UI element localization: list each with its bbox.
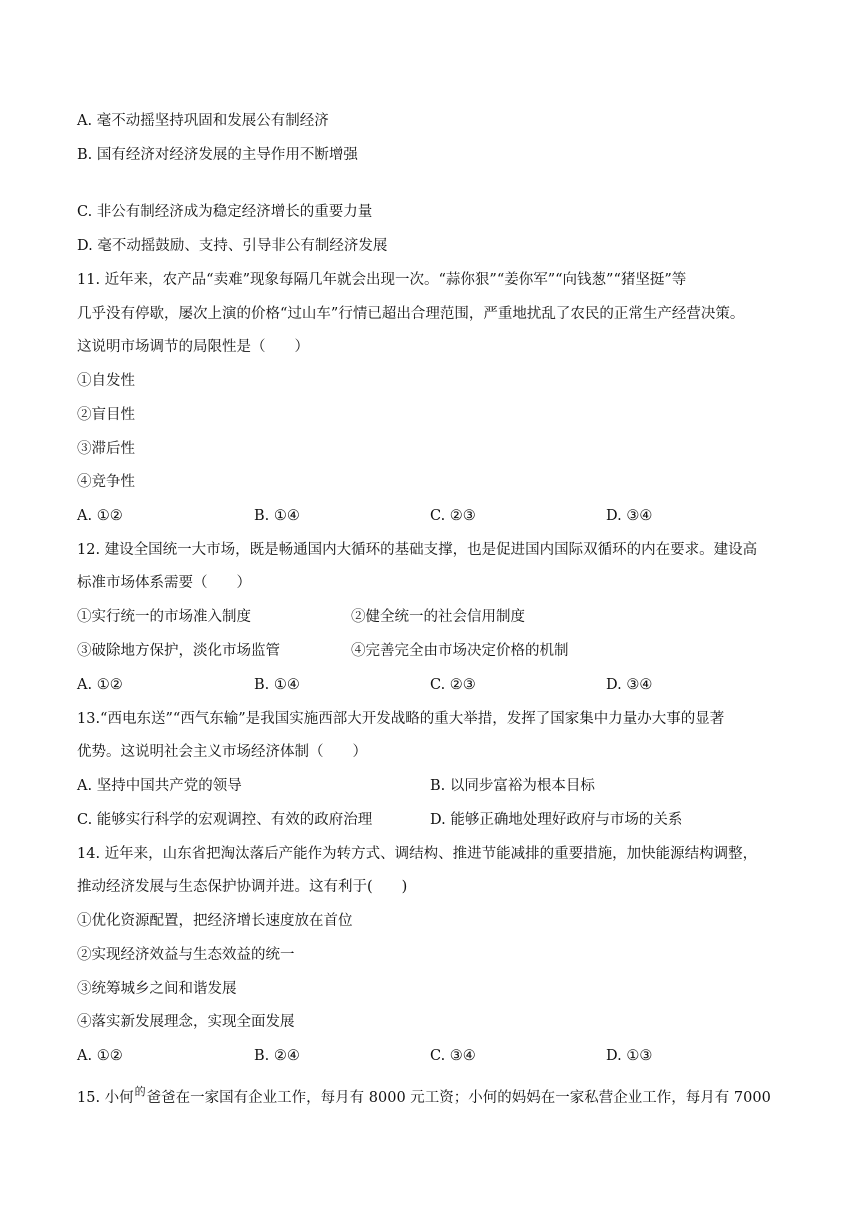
q12-option-b: B. ①④ bbox=[254, 677, 300, 693]
q14-stem-line-2: 推动经济发展与生态保护协调并进。这有利于( ) bbox=[77, 879, 408, 895]
q11-option-d: D. ③④ bbox=[606, 508, 653, 524]
q12-option-d: D. ③④ bbox=[606, 677, 653, 693]
q13-option-a: A. 坚持中国共产党的领导 bbox=[77, 778, 242, 794]
q13-option-c: C. 能够实行科学的宏观调控、有效的政府治理 bbox=[77, 812, 373, 828]
q14-item-3: ③统筹城乡之间和谐发展 bbox=[77, 981, 237, 997]
q11-item-4: ④竞争性 bbox=[77, 474, 135, 490]
q10-option-b: B. 国有经济对经济发展的主导作用不断增强 bbox=[77, 147, 358, 163]
q14-option-a: A. ①② bbox=[77, 1048, 123, 1064]
q12-option-a: A. ①② bbox=[77, 677, 123, 693]
q12-option-c: C. ②③ bbox=[430, 677, 476, 693]
q15-stem-part-1: 15. 小何 bbox=[77, 1090, 134, 1106]
q15-stem-superscript: 的 bbox=[134, 1085, 146, 1098]
q14-option-c: C. ③④ bbox=[430, 1048, 476, 1064]
q11-item-3: ③滞后性 bbox=[77, 441, 135, 457]
q13-option-b: B. 以同步富裕为根本目标 bbox=[430, 778, 595, 794]
q14-option-b: B. ②④ bbox=[254, 1048, 300, 1064]
q11-item-2: ②盲目性 bbox=[77, 407, 135, 423]
q15-stem-part-2: 爸爸在一家国有企业工作，每月有 8000 元工资；小何的妈妈在一家私营企业工作，每月有 7000 bbox=[146, 1090, 771, 1106]
q12-item-2: ②健全统一的社会信用制度 bbox=[351, 609, 525, 625]
q11-item-1: ①自发性 bbox=[77, 373, 135, 389]
q11-stem-line-1: 11. 近年来，农产品“卖难”现象每隔几年就会出现一次。“蒜你狠”“姜你军”“向钱葱”“猪坚挺”等 bbox=[77, 272, 687, 288]
q10-option-c: C. 非公有制经济成为稳定经济增长的重要力量 bbox=[77, 204, 373, 220]
q12-item-1: ①实行统一的市场准入制度 bbox=[77, 609, 251, 625]
q12-stem-line-1: 12. 建设全国统一大市场，既是畅通国内大循环的基础支撑，也是促进国内国际双循环的内在要求。建设高 bbox=[77, 542, 758, 558]
q13-option-d: D. 能够正确地处理好政府与市场的关系 bbox=[430, 812, 683, 828]
q11-stem-line-3: 这说明市场调节的局限性是（ ） bbox=[77, 339, 309, 355]
q13-stem-line-1: 13.“西电东送”“西气东输”是我国实施西部大开发战略的重大举措，发挥了国家集中力量办大事的显著 bbox=[77, 711, 725, 727]
q12-item-3: ③破除地方保护，淡化市场监管 bbox=[77, 643, 280, 659]
q14-stem-line-1: 14. 近年来，山东省把淘汰落后产能作为转方式、调结构、推进节能减排的重要措施，加快能源结构调整， bbox=[77, 846, 758, 862]
q14-item-1: ①优化资源配置，把经济增长速度放在首位 bbox=[77, 913, 353, 929]
q12-item-4: ④完善完全由市场决定价格的机制 bbox=[351, 643, 569, 659]
q14-option-d: D. ①③ bbox=[606, 1048, 653, 1064]
q13-stem-line-2: 优势。这说明社会主义市场经济体制（ ） bbox=[77, 744, 367, 760]
q14-item-4: ④落实新发展理念，实现全面发展 bbox=[77, 1014, 295, 1030]
q10-option-a: A. 毫不动摇坚持巩固和发展公有制经济 bbox=[77, 113, 329, 129]
q14-item-2: ②实现经济效益与生态效益的统一 bbox=[77, 947, 295, 963]
q11-option-b: B. ①④ bbox=[254, 508, 300, 524]
q12-stem-line-2: 标准市场体系需要（ ） bbox=[77, 575, 251, 591]
q11-option-c: C. ②③ bbox=[430, 508, 476, 524]
q15-stem-line-1 bbox=[77, 1085, 771, 1109]
q11-stem-line-2: 几乎没有停歇，屡次上演的价格“过山车”行情已超出合理范围，严重地扰乱了农民的正常生产经营决策。 bbox=[77, 306, 745, 322]
q10-option-d: D. 毫不动摇鼓励、支持、引导非公有制经济发展 bbox=[77, 238, 388, 254]
q11-option-a: A. ①② bbox=[77, 508, 123, 524]
